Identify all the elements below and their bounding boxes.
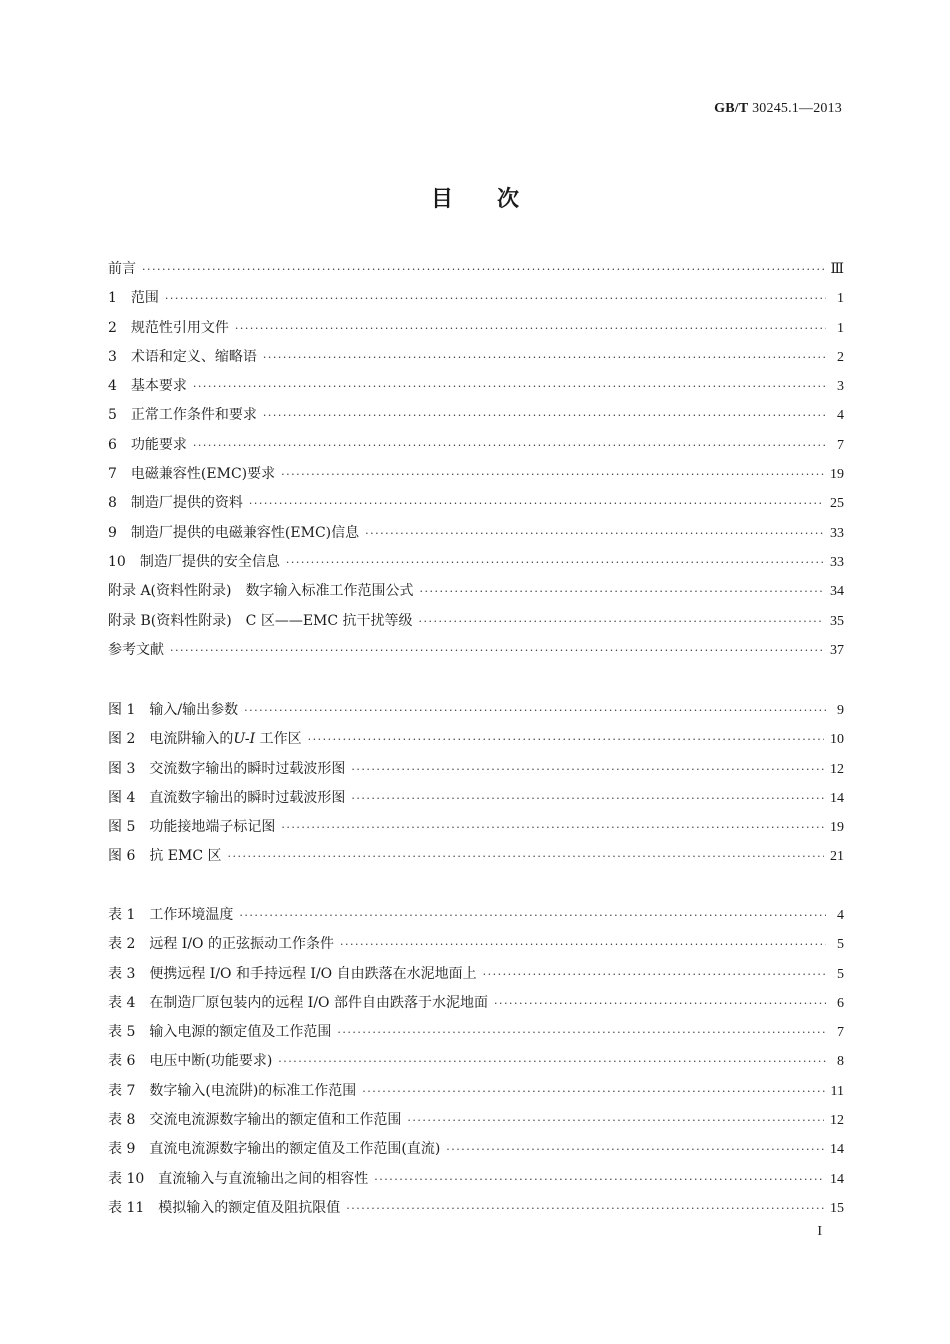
dot-leader — [193, 436, 826, 456]
dot-leader — [249, 494, 824, 514]
dot-leader — [228, 847, 824, 867]
toc-label: 范围 — [130, 290, 159, 307]
toc-page-number: 14 — [830, 1171, 844, 1187]
toc-page-number: 35 — [830, 613, 844, 629]
dot-leader — [340, 935, 826, 955]
toc-entry[interactable] — [108, 347, 844, 376]
toc-page-number: 33 — [830, 554, 844, 570]
dot-leader — [278, 1052, 826, 1072]
dot-leader — [494, 994, 826, 1014]
toc-entry[interactable] — [108, 1139, 844, 1168]
toc-entry[interactable] — [108, 288, 844, 317]
dot-leader — [483, 965, 826, 985]
dot-leader — [337, 1023, 826, 1043]
toc-label: 数字输入(电流阱)的标准工作范围 — [149, 1082, 357, 1099]
toc-entry[interactable] — [108, 729, 844, 758]
toc-page-number: 1 — [837, 291, 844, 307]
toc-entry[interactable] — [108, 817, 844, 846]
toc-label: 基本要求 — [130, 378, 187, 395]
toc-page-number: 7 — [837, 437, 844, 453]
toc-label-text: 工作区 — [255, 731, 302, 748]
toc-label: 规范性引用文件 — [130, 319, 229, 336]
toc-label: 附录 A(资料性附录) 数字输入标准工作范围公式 — [108, 583, 414, 600]
dot-leader — [365, 524, 824, 544]
toc-entry[interactable] — [108, 788, 844, 817]
dot-leader — [281, 818, 824, 838]
toc-number: 图 2 — [108, 731, 136, 748]
toc-number: 图 1 — [108, 702, 136, 718]
toc-entry[interactable] — [108, 1022, 844, 1051]
toc-page-number: 14 — [830, 1142, 844, 1158]
dot-leader — [170, 641, 824, 661]
doc-number: 30245.1—2013 — [752, 101, 842, 116]
toc-page-number: 34 — [830, 584, 844, 600]
dot-leader — [351, 760, 824, 780]
dot-leader — [263, 348, 826, 368]
toc-label: 输入/输出参数 — [149, 702, 239, 718]
toc-number: 表 4 — [108, 994, 136, 1011]
dot-leader — [286, 553, 824, 573]
toc-number: 图 6 — [108, 848, 136, 865]
toc-entry[interactable] — [108, 934, 844, 963]
toc-entry[interactable] — [108, 1051, 844, 1080]
dot-leader — [165, 289, 826, 309]
toc-label: 远程 I/O 的正弦振动工作条件 — [149, 936, 334, 953]
toc-page-number: 5 — [837, 966, 844, 982]
toc-label: 前言 — [108, 261, 136, 277]
toc-number: 表 6 — [108, 1053, 136, 1070]
toc-page-number: 12 — [830, 761, 844, 777]
toc-page-number: 12 — [830, 1113, 844, 1129]
toc-page-number: 4 — [837, 908, 844, 923]
toc-page-number: 9 — [837, 703, 844, 718]
dot-leader — [193, 377, 826, 397]
toc-number: 表 5 — [108, 1024, 136, 1041]
toc-number: 图 3 — [108, 760, 136, 777]
toc-number: 表 8 — [108, 1112, 136, 1129]
toc-label: 直流数字输出的瞬时过载波形图 — [149, 789, 346, 806]
toc-entry[interactable] — [108, 581, 844, 610]
toc-number: 9 — [108, 524, 117, 541]
toc-number: 表 10 — [108, 1170, 145, 1187]
toc-entry[interactable] — [108, 700, 844, 729]
toc-figures — [108, 700, 844, 876]
dot-leader — [374, 1170, 824, 1190]
dot-leader — [346, 1199, 824, 1219]
dot-leader — [142, 260, 824, 280]
toc-entry[interactable] — [108, 552, 844, 581]
toc-entry[interactable] — [108, 846, 844, 875]
toc-entry[interactable] — [108, 964, 844, 993]
toc-number: 图 5 — [108, 819, 136, 836]
toc-label: 交流电流源数字输出的额定值和工作范围 — [149, 1112, 402, 1129]
toc-number: 2 — [108, 319, 117, 336]
toc-number: 表 7 — [108, 1082, 136, 1099]
doc-prefix: GB/T — [714, 101, 749, 116]
toc-page-number: 33 — [830, 525, 844, 541]
toc-number: 1 — [108, 290, 117, 307]
toc-number: 表 11 — [108, 1199, 145, 1216]
toc-label: 交流数字输出的瞬时过载波形图 — [149, 760, 346, 777]
toc-label: 制造厂提供的资料 — [130, 495, 243, 512]
toc-entry[interactable] — [108, 259, 844, 288]
toc-entry[interactable] — [108, 464, 844, 493]
toc-label: 附录 B(资料性附录) C 区——EMC 抗干扰等级 — [108, 612, 413, 629]
toc-number: 5 — [108, 407, 117, 424]
toc-page-number: Ⅲ — [830, 262, 844, 277]
toc-page-number: 10 — [830, 732, 844, 748]
toc-label: 制造厂提供的安全信息 — [139, 553, 280, 570]
toc-label-italic: U-I — [233, 731, 256, 748]
toc-page-number: 25 — [830, 496, 844, 512]
toc-number: 8 — [108, 495, 117, 512]
toc-label: 正常工作条件和要求 — [130, 407, 257, 424]
toc-entry[interactable] — [108, 993, 844, 1022]
toc-number: 6 — [108, 436, 117, 453]
toc-page-number: 7 — [837, 1025, 844, 1041]
toc-entry[interactable] — [108, 1198, 844, 1227]
toc-entry[interactable] — [108, 905, 844, 934]
toc-page-number: 2 — [837, 349, 844, 365]
toc-page-number: 37 — [830, 642, 844, 658]
toc-label: 功能要求 — [130, 436, 187, 453]
toc-number: 表 3 — [108, 965, 136, 982]
toc-label: 抗 EMC 区 — [149, 848, 222, 865]
toc-page-number: 19 — [830, 820, 844, 836]
dot-leader — [419, 582, 824, 602]
toc-entry[interactable] — [108, 376, 844, 405]
toc-label: 电磁兼容性(EMC)要求 — [130, 466, 276, 483]
toc-label: 直流电流源数字输出的额定值及工作范围(直流) — [149, 1141, 441, 1158]
toc-label: 在制造厂原包装内的远程 I/O 部件自由跌落于水泥地面 — [149, 994, 488, 1011]
toc-label: 输入电源的额定值及工作范围 — [149, 1024, 332, 1041]
footer-page-number: I — [817, 1224, 822, 1239]
toc-entry[interactable] — [108, 405, 844, 434]
toc-label: 术语和定义、缩略语 — [130, 348, 257, 365]
toc-number: 10 — [108, 553, 126, 570]
dot-leader — [235, 319, 826, 339]
toc-page-number: 4 — [837, 408, 844, 424]
toc-page-number: 14 — [830, 790, 844, 806]
toc-entry[interactable] — [108, 523, 844, 552]
toc-label: 工作环境温度 — [149, 907, 234, 923]
toc-entry[interactable] — [108, 1081, 844, 1110]
toc-sections — [108, 259, 844, 669]
dot-leader — [446, 1140, 824, 1160]
toc-page-number: 8 — [837, 1054, 844, 1070]
toc-number: 7 — [108, 466, 117, 483]
toc-label: 电压中断(功能要求) — [149, 1053, 273, 1070]
toc-label: 模拟输入的额定值及阻抗限值 — [158, 1199, 341, 1216]
toc-page-number: 21 — [830, 849, 844, 865]
toc-page-number: 1 — [837, 320, 844, 336]
toc-label — [149, 729, 301, 749]
dot-leader — [407, 1111, 824, 1131]
dot-leader — [351, 789, 824, 809]
toc-page-number: 11 — [830, 1083, 844, 1099]
toc-label: 参考文献 — [108, 641, 164, 658]
toc-number: 图 4 — [108, 789, 136, 806]
toc-label: 便携远程 I/O 和手持远程 I/O 自由跌落在水泥地面上 — [149, 965, 477, 982]
dot-leader — [244, 701, 826, 721]
document-code — [714, 101, 842, 117]
dot-leader — [263, 406, 826, 426]
toc-tables — [108, 905, 844, 1227]
toc-entry[interactable] — [108, 611, 844, 640]
dot-leader — [281, 465, 824, 485]
dot-leader — [419, 612, 824, 632]
toc-number: 表 2 — [108, 936, 136, 953]
toc-entry[interactable] — [108, 1169, 844, 1198]
toc-entry[interactable] — [108, 1110, 844, 1139]
toc-number: 表 9 — [108, 1141, 136, 1158]
toc-entry[interactable] — [108, 759, 844, 788]
toc-number: 表 1 — [108, 907, 136, 923]
toc-page-number: 3 — [837, 379, 844, 395]
toc-number: 4 — [108, 378, 117, 395]
toc-entry[interactable] — [108, 493, 844, 522]
toc-page-number: 5 — [837, 937, 844, 953]
dot-leader — [308, 730, 824, 750]
toc-label-text: 电流阱输入的 — [149, 731, 234, 748]
toc-page-number: 15 — [830, 1200, 844, 1216]
toc-entry[interactable] — [108, 318, 844, 347]
toc-label: 制造厂提供的电磁兼容性(EMC)信息 — [130, 524, 360, 541]
toc-page-number: 6 — [837, 995, 844, 1011]
toc-label: 功能接地端子标记图 — [149, 819, 276, 836]
toc-entry[interactable] — [108, 640, 844, 669]
toc-number: 3 — [108, 348, 117, 365]
toc-page-number: 19 — [830, 467, 844, 483]
dot-leader — [239, 906, 826, 926]
dot-leader — [362, 1082, 824, 1102]
toc-entry[interactable] — [108, 435, 844, 464]
page-title: 目次 — [430, 187, 563, 212]
toc-label: 直流输入与直流输出之间的相容性 — [158, 1170, 369, 1187]
